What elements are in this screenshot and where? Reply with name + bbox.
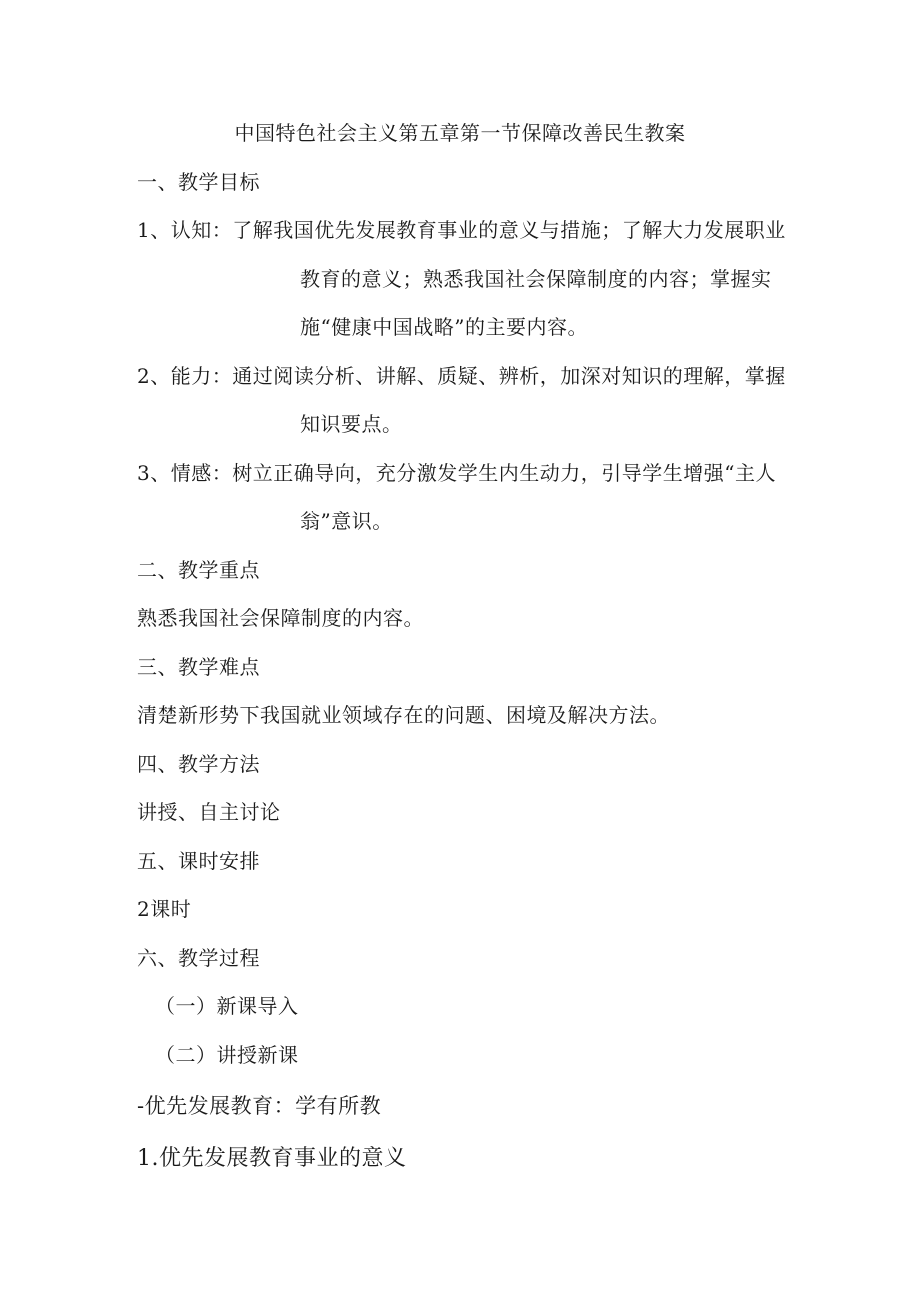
- process-sub-intro: （一）新课导入: [155, 994, 299, 1018]
- methods-text: 讲授、自主讨论: [137, 800, 281, 824]
- section-heading-schedule: 五、课时安排: [137, 849, 260, 873]
- objective-item-cognition-cont1: 教育的意义；熟悉我国社会保障制度的内容；掌握实: [300, 267, 772, 291]
- section-heading-process: 六、教学过程: [137, 946, 260, 970]
- objective-item-ability: 2、能力：通过阅读分析、讲解、质疑、辨析，加深对知识的理解，掌握: [137, 364, 786, 388]
- section-heading-methods: 四、教学方法: [137, 752, 260, 776]
- objective-item-cognition: 1、认知：了解我国优先发展教育事业的意义与措施；了解大力发展职业: [137, 218, 786, 242]
- key-points-text: 熟悉我国社会保障制度的内容。: [137, 606, 424, 630]
- section-heading-difficulties: 三、教学难点: [137, 655, 260, 679]
- difficulties-text: 清楚新形势下我国就业领域存在的问题、困境及解决方法。: [137, 703, 670, 727]
- process-sub-lecture: （二）讲授新课: [155, 1043, 299, 1067]
- objective-item-ability-cont: 知识要点。: [300, 412, 403, 436]
- page-title: 中国特色社会主义第五章第一节保障改善民生教案: [234, 121, 686, 145]
- schedule-text: 2课时: [137, 897, 192, 921]
- section-heading-objectives: 一、教学目标: [137, 170, 260, 194]
- objective-item-emotion-cont: 翁”意识。: [300, 509, 393, 533]
- section-heading-key-points: 二、教学重点: [137, 558, 260, 582]
- process-point-education-significance: 1.优先发展教育事业的意义: [137, 1146, 407, 1171]
- objective-item-emotion: 3、情感：树立正确导向，充分激发学生内生动力，引导学生增强“主人: [137, 461, 776, 485]
- objective-item-cognition-cont2: 施“健康中国战略”的主要内容。: [300, 315, 588, 339]
- process-point-education: -优先发展教育：学有所教: [137, 1094, 382, 1118]
